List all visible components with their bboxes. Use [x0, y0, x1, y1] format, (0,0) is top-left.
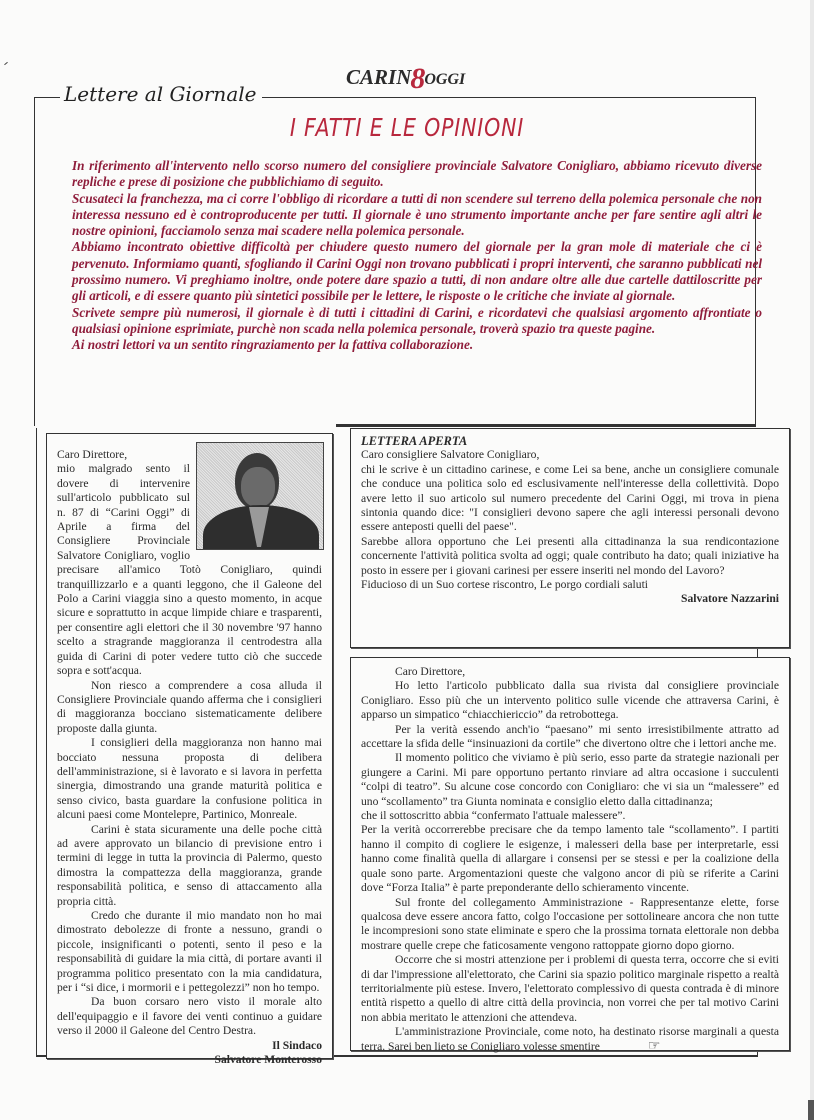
intro-paragraph: Abbiamo incontrato obiettive difficoltà per chiudere questo numero del giornale per la gran mole di materiale che ci è pervenuto. Informiamo quanti, sfogliando il Carini Oggi non trovano pubblicati i propri interventi, che saranno pubblicati nel prossimo numero. Vi preghiamo inoltre, onde potere dare spazio a tutti, di non andare oltre alle due cartelle dattiloscritte per gli articoli, e di essere quanto più sintetici possibile per le lettere, le risposte o le critiche che inviate al giornale.	[72, 239, 762, 304]
masthead-logo	[346, 58, 466, 95]
letter-paragraph: Per la verità essendo anch'io “paesano” mi sento irresistibilmente attratto ad accettare la sfida delle “insinuazioni da cortile” che divertono oltre che i lettori anche me.	[361, 722, 779, 751]
letter-paragraph: I consiglieri della maggioranza non hanno mai bocciato nessuna proposta di delibera dell'amministrazione, si è lavorato e si lavora in perfetta sinergia, dimostrando una grande maturità politica e senso civico, basta guardare la confusione politica in alcuni paesi come Montelepre, Partinico, Monreale.	[57, 736, 322, 822]
letter-paragraph: Credo che durante il mio mandato non ho mai dimostrato debolezze di fronte a nessuno, grandi o piccole, insignificanti o potenti, sento il peso e la responsabilità di guidare la mia città, di portare avanti il programma politico presentato con la mia candidatura, per i “si dice, i mormorii e i pettegolezzi” non ho tempo.	[57, 909, 322, 995]
logo-right-text: OGGI	[424, 71, 466, 88]
portrait-photo	[196, 442, 324, 550]
letter-paragraph: Il momento politico che viviamo è più serio, esso parte da strategie nazionali per giungere a Carini. Mi pare opportuno pertanto rinviare ad altra occasione i succulenti “colpi di teatro”. Su alcune cose concordo con Conigliaro: che vi sia un “malessere” ed uno “scollamento” tra Giunta nominata e consiglio eletto dalla cittadinanza;	[361, 751, 779, 808]
letter-paragraph: che il sottoscritto abbia “confermato l'attuale malessere”.	[361, 809, 626, 823]
letter-sindaco	[46, 433, 333, 1067]
letter-paragraph: Ho letto l'articolo pubblicato dalla sua rivista dal consigliere provinciale Conigliaro. Esso più che un intervento politico sulle vicende che attraversa Carini, è apparso un simpatico “chiacchiericcio” da retrobottega.	[361, 679, 779, 722]
letter-paragraph: Carini è stata sicuramente una delle poche città ad avere approvato un bilancio di previsione entro i termini di legge in tutta la provincia di Palermo, questo dimostra la compattezza della maggioranza, grande responsabilità politica, e senso di attaccamento alla propria città.	[57, 822, 322, 908]
logo-left-text: CARIN	[346, 65, 412, 89]
letter-paragraph: Occorre che si mostri attenzione per i problemi di questa terra, occorre che si eviti di dar l'impressione all'elettorato, che Carini sia spazio politico marginale rispetto a realtà territorialmente più estese. Invero, l'elettorato complessivo di questa contrada è di minore entità rispetto a quello di altre città della provincia, non vorrei che per tal motivo Carini non abbia meritato le attenzioni che attendeva.	[361, 953, 779, 1024]
signature-name: Salvatore Monterosso	[214, 1053, 322, 1067]
letter-salutation: Caro Direttore,	[57, 448, 128, 461]
page-edge-shadow	[808, 1100, 814, 1120]
intro-paragraph: Scusateci la franchezza, ma ci corre l'obbligo di ricordare a tutti di non scendere sul terreno della polemica personale che non interessa nessuno ed è controproducente per tutti. Il giornale è uno strumento importante anche per fare sentire agli altri le nostre opinioni, facciamolo senza mai scadere nella polemica personale.	[72, 190, 762, 239]
letter-paragraph: Non riesco a comprendere a cosa alluda il Consigliere Provinciale quando afferma che i consiglieri di maggioranza bocciano sistematicamente delibere proposte dalla giunta.	[57, 678, 322, 735]
editorial-intro	[72, 158, 762, 354]
pointing-hand-icon: ☞	[647, 1038, 661, 1054]
letter-paragraph: mio malgrado sento il dovere di intervenire sull'articolo pubblicato sul n. 87 di “Carini Oggi” di Aprile a firma del Consigliere Provinciale Salvatore Conigliaro, voglio precisare all'amico Totò Conigliaro, quindi tranquillizzarlo e a quanti leggono, che il Galeone del Polo a Carini viaggia sino a questo momento, in acque sicure e soprattutto in acque limpide chiare e trasparenti, per consentire agli elettori che il 30 novembre '97 hanno scelto a stragrande maggioranza il centrodestra alla guida di Carini di poter vedere tutto ciò che succede sopra e sott'acqua.	[57, 462, 322, 678]
letter-paragraph: Sarebbe allora opportuno che Lei presenti alla cittadinanza la sua rendicontazione concernente l'attività politica svolta ad oggi; quale contributo ha dato; quali iniziative ha posto in essere per i giovani carinesi per essere inseriti nel mondo del Lavoro?	[361, 534, 779, 577]
letter-paragraph: Fiducioso di un Suo cortese riscontro, Le porgo cordiali saluti	[361, 578, 649, 592]
letter-paragraph: chi le scrive è un cittadino carinese, e come Lei sa bene, anche un consigliere comunale che conduce una politica solo ed esclusivamente nell'interesse della collettività. Dopo avere letto il suo articolo sul numero precedente del Carini Oggi, mi trova in piena sintonia quando dice: "I consiglieri devono sapere che agli interessi personali devono essere anteposti quelli del paese".	[361, 462, 779, 534]
intro-paragraph: In riferimento all'intervento nello scorso numero del consigliere provinciale Salvatore Conigliaro, abbiamo ricevuto diverse repliche e prese di posizione che pubblichiamo di seguito.	[72, 158, 762, 190]
margin-mark	[4, 62, 8, 65]
editorial-frame-bottom	[336, 424, 756, 427]
letter-title: LETTERA APERTA	[361, 434, 468, 448]
signature-name: Salvatore Nazzarini	[681, 592, 779, 606]
letter-salutation: Caro Direttore,	[395, 665, 466, 678]
page-edge	[810, 0, 814, 1120]
letter-paragraph	[361, 1025, 779, 1054]
page-headline: I FATTI E LE OPINIONI	[289, 113, 525, 142]
letter-last-text: L'amministrazione Provinciale, come noto, ha destinato risorse marginali a questa terra. Sarei ben lieto se Conigliaro volesse smentire	[361, 1025, 779, 1053]
logo-eight: 8	[410, 62, 426, 95]
letter-paragraph: Da buon corsaro nero visto il morale alto dell'equipaggio e il favore dei venti continuo a guidare verso il 2000 il Galeone del Centro Destra.	[57, 995, 322, 1038]
letter-aperta	[350, 428, 790, 648]
signature-title: Il Sindaco	[272, 1038, 322, 1052]
letter-paragraph: Per la verità occorrerebbe precisare che da tempo lamento tale “scollamento”. I partiti hanno il compito di cogliere le esigenze, i malesseri della base per interpretarle, essi hanno come finalità quella di allargare i consensi per se stessi e per la coalizione della quale sono parte. Argomentazioni queste che valgono ancor di più se riferite a Carini dove “Forza Italia” è parte preponderante dello schieramento vincente.	[361, 823, 779, 895]
section-title: Lettere al Giornale	[60, 82, 262, 106]
letter-paragraph: Sul fronte del collegamento Amministrazione - Rappresentanze elette, forse qualcosa deve essere ancora fatto, colgo l'occasione per sottolineare ancora che non tutte le incompresioni sono state eliminate e spero che la prossima tornata elettorale non debba mostrare quelle crepe che faticosamente vengono rattoppate giorno dopo giorno.	[361, 895, 779, 952]
letter-third	[350, 657, 790, 1054]
intro-paragraph: Ai nostri lettori va un sentito ringraziamento per la fattiva collaborazione.	[72, 337, 474, 353]
portrait-face	[241, 467, 275, 507]
intro-paragraph: Scrivete sempre più numerosi, il giornale è di tutti i cittadini di Carini, e ricordatevi che qualsiasi argomento affrontiate o qualsiasi opinione esprimiate, purchè non scada nella polemica personale, troverà spazio tra queste pagine.	[72, 304, 762, 336]
letter-salutation: Caro consigliere Salvatore Conigliaro,	[361, 448, 540, 462]
